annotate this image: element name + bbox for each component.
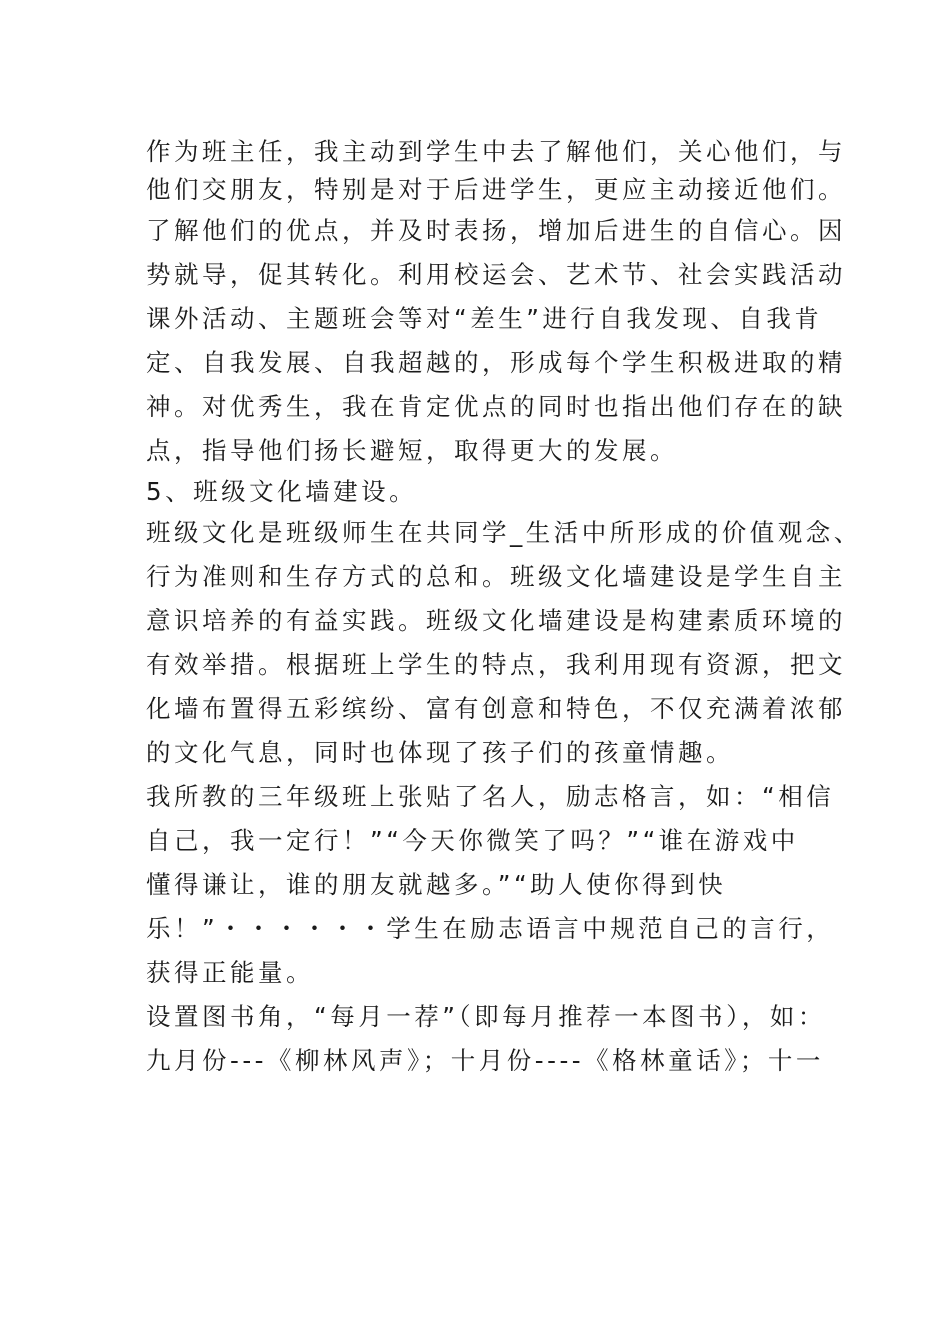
paragraph-line: 课外活动、主题班会等对“差生”进行自我发现、自我肯 [146, 304, 823, 333]
paragraph-line: 点，指导他们扬长避短，取得更大的发展。 [146, 436, 678, 465]
paragraph-line: 九月份---《柳林风声》；十月份----《格林童话》；十一 [146, 1046, 824, 1075]
paragraph-line: 我所教的三年级班上张贴了名人，励志格言，如：“相信 [146, 782, 835, 811]
paragraph-line: 势就导，促其转化。利用校运会、艺术节、社会实践活动 [146, 260, 846, 289]
paragraph-line: 班级文化是班级师生在共同学_生活中所形成的价值观念、 [146, 518, 862, 547]
paragraph-line: 有效举措。根据班上学生的特点，我利用现有资源，把文 [146, 650, 846, 679]
paragraph-line: 的文化气息，同时也体现了孩子们的孩童情趣。 [146, 738, 734, 767]
paragraph-line: 神。对优秀生，我在肯定优点的同时也指出他们存在的缺 [146, 392, 846, 421]
paragraph-line: 意识培养的有益实践。班级文化墙建设是构建素质环境的 [146, 606, 846, 635]
paragraph-line: 自己，我一定行！”“今天你微笑了吗？”“谁在游戏中 [146, 826, 799, 855]
section-heading: 5、班级文化墙建设。 [146, 477, 418, 506]
paragraph-line: 作为班主任，我主动到学生中去了解他们，关心他们，与 [146, 137, 846, 166]
paragraph-line: 设置图书角，“每月一荐”（即每月推荐一本图书），如： [146, 1002, 826, 1031]
paragraph-line: 获得正能量。 [146, 958, 314, 987]
paragraph-line: 懂得谦让，谁的朋友就越多。”“助人使你得到快 [146, 870, 727, 899]
paragraph-line: 化墙布置得五彩缤纷、富有创意和特色，不仅充满着浓郁 [146, 694, 846, 723]
paragraph-line: 定、自我发展、自我超越的，形成每个学生积极进取的精 [146, 348, 846, 377]
paragraph-line: 行为准则和生存方式的总和。班级文化墙建设是学生自主 [146, 562, 846, 591]
document-body [146, 133, 862, 1083]
paragraph-line: 了解他们的优点，并及时表扬，增加后进生的自信心。因 [146, 216, 846, 245]
paragraph-line: 乐！”・・・・・・学生在励志语言中规范自己的言行， [146, 914, 835, 943]
paragraph-line: 他们交朋友，特别是对于后进学生，更应主动接近他们。 [146, 175, 846, 204]
